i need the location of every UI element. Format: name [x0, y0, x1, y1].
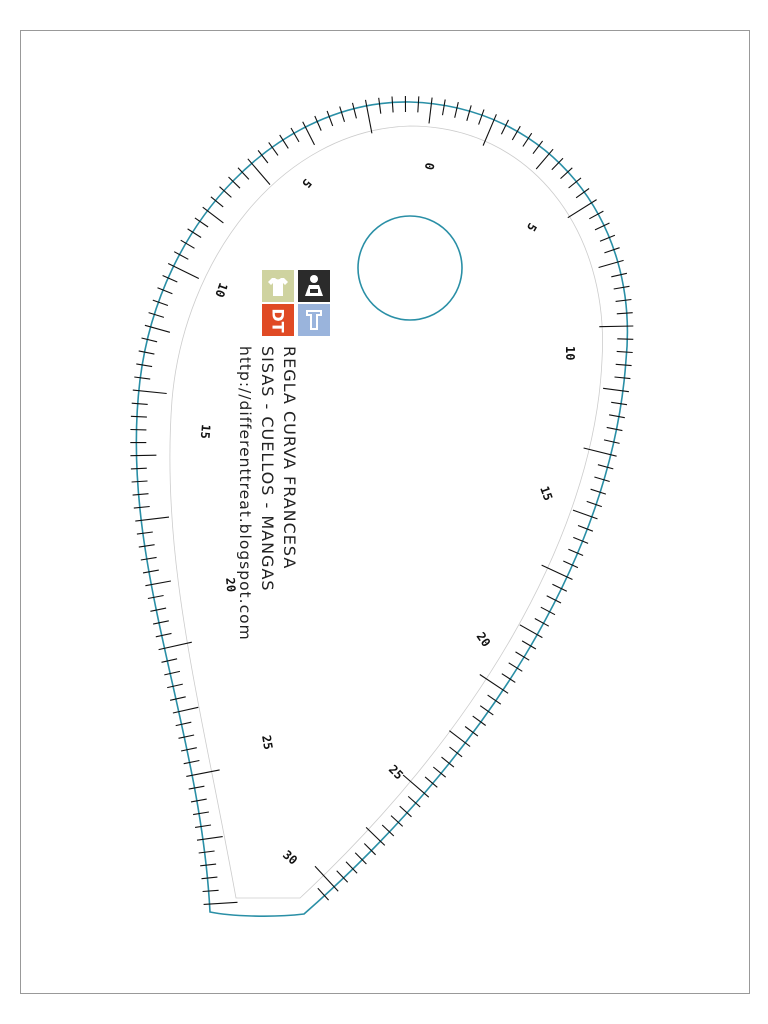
scale-tick	[195, 825, 211, 827]
scale-tick	[617, 313, 633, 314]
scale-tick	[614, 286, 630, 289]
scale-tick	[443, 100, 446, 116]
scale-tick	[542, 565, 573, 579]
scale-tick	[616, 364, 632, 365]
scale-tick	[617, 339, 633, 340]
scale-tick	[449, 731, 470, 747]
scale-tick	[353, 103, 357, 119]
scale-label-15-right: 15	[537, 484, 556, 503]
scale-tick	[611, 402, 627, 404]
scale-tick	[199, 851, 215, 853]
scale-tick	[131, 416, 147, 417]
scale-label-25-left: 25	[259, 734, 276, 751]
scale-tick	[134, 377, 150, 379]
scale-label-10-left: 10	[212, 280, 231, 300]
dt-logo-text: DT	[268, 307, 288, 333]
scale-tick	[429, 98, 432, 124]
scale-tick	[366, 827, 385, 845]
scale-tick	[170, 697, 186, 701]
scale-tick	[156, 633, 172, 636]
scale-tick	[179, 735, 195, 738]
scale-tick	[573, 537, 588, 543]
scale-tick	[536, 149, 553, 169]
scale-tick	[149, 313, 164, 318]
scale-tick	[150, 608, 166, 611]
scale-tick	[501, 120, 508, 134]
scale-tick	[568, 200, 597, 218]
scale-tick	[158, 288, 173, 294]
scale-tick	[587, 501, 602, 506]
scale-tick	[315, 116, 321, 131]
scale-label-30-right: 30	[280, 847, 301, 868]
scale-label-25-right: 25	[385, 762, 406, 783]
scale-tick	[483, 114, 496, 145]
scale-tick	[467, 105, 471, 120]
scale-tick	[595, 223, 610, 230]
scale-label-5-right: 5	[523, 220, 540, 234]
scale-tick	[142, 338, 158, 342]
scale-tick	[615, 377, 631, 379]
scale-tick	[248, 159, 270, 185]
scale-tick	[191, 799, 207, 802]
scale-label-5-left: 5	[299, 176, 315, 191]
scale-tick	[137, 532, 153, 534]
scale-tick	[327, 111, 333, 126]
scale-tick	[133, 494, 149, 495]
scale-tick	[136, 364, 152, 367]
scale-tick	[607, 427, 623, 430]
scale-tick	[609, 415, 625, 418]
document-subtitle: SISAS - CUELLOS - MANGAS	[258, 346, 277, 592]
scale-tick	[541, 607, 555, 615]
scale-tick	[379, 98, 381, 114]
scale-tick	[616, 300, 632, 302]
scale-tick	[392, 97, 393, 113]
scale-tick	[164, 671, 180, 675]
scale-label-0: 0	[421, 161, 437, 172]
scale-tick	[184, 761, 200, 764]
scale-tick	[547, 596, 561, 603]
scale-tick	[148, 596, 164, 599]
scale-tick	[145, 581, 171, 586]
scale-tick	[143, 570, 159, 573]
scale-tick	[479, 110, 484, 125]
sewing-person-icon	[298, 270, 330, 302]
scale-tick	[189, 786, 205, 789]
scale-tick	[603, 388, 629, 391]
scale-tick	[167, 684, 183, 688]
scale-tick	[600, 235, 615, 241]
dress-form-icon	[298, 304, 330, 336]
scale-tick	[578, 526, 593, 532]
scale-tick	[134, 507, 150, 509]
scale-tick	[552, 584, 566, 591]
scale-tick	[203, 207, 224, 223]
scale-tick	[455, 102, 459, 118]
scale-tick	[141, 557, 157, 560]
scale-tick	[153, 300, 168, 305]
scale-tick	[163, 276, 178, 283]
document-title: REGLA CURVA FRANCESA	[280, 346, 299, 570]
scale-tick	[599, 260, 624, 267]
scale-tick	[568, 549, 583, 555]
scale-label-20-right: 20	[473, 629, 494, 650]
dt-logo	[262, 304, 294, 336]
scale-tick	[315, 866, 338, 891]
scale-tick	[176, 722, 192, 725]
scale-tick	[340, 107, 345, 122]
scale-label-20-left: 20	[223, 577, 239, 593]
scale-tick	[153, 621, 169, 624]
scale-tick	[617, 351, 633, 352]
scale-tick	[139, 351, 155, 354]
scale-tick	[132, 481, 148, 482]
scale-tick	[168, 264, 199, 279]
scale-tick	[563, 561, 578, 568]
scale-tick	[130, 455, 156, 456]
scale-tick	[604, 440, 620, 444]
scale-tick	[132, 403, 148, 404]
scale-tick	[181, 748, 197, 751]
scale-tick	[604, 248, 619, 253]
hanging-hole	[358, 216, 462, 320]
scale-tick	[418, 96, 419, 112]
document-url: http://differenttreat.blogspot.com	[236, 346, 254, 641]
scale-tick	[611, 273, 627, 277]
scale-tick	[197, 837, 223, 841]
scale-ticks	[130, 96, 633, 904]
scale-tick	[131, 468, 147, 469]
scale-tick	[594, 477, 609, 482]
scale-tick	[200, 864, 216, 866]
scale-tick	[480, 675, 508, 694]
scale-tick	[162, 659, 178, 663]
scale-tick	[139, 545, 155, 547]
scale-tick	[599, 326, 633, 327]
scale-tick	[193, 812, 209, 815]
shirt-icon	[262, 270, 294, 302]
scale-tick	[598, 465, 613, 469]
scale-tick	[202, 877, 218, 879]
scale-label-15-left: 15	[197, 423, 213, 440]
scale-tick	[203, 890, 219, 891]
scale-label-10-right: 10	[563, 346, 577, 361]
scale-tick	[591, 489, 606, 494]
scale-tick	[173, 707, 198, 713]
